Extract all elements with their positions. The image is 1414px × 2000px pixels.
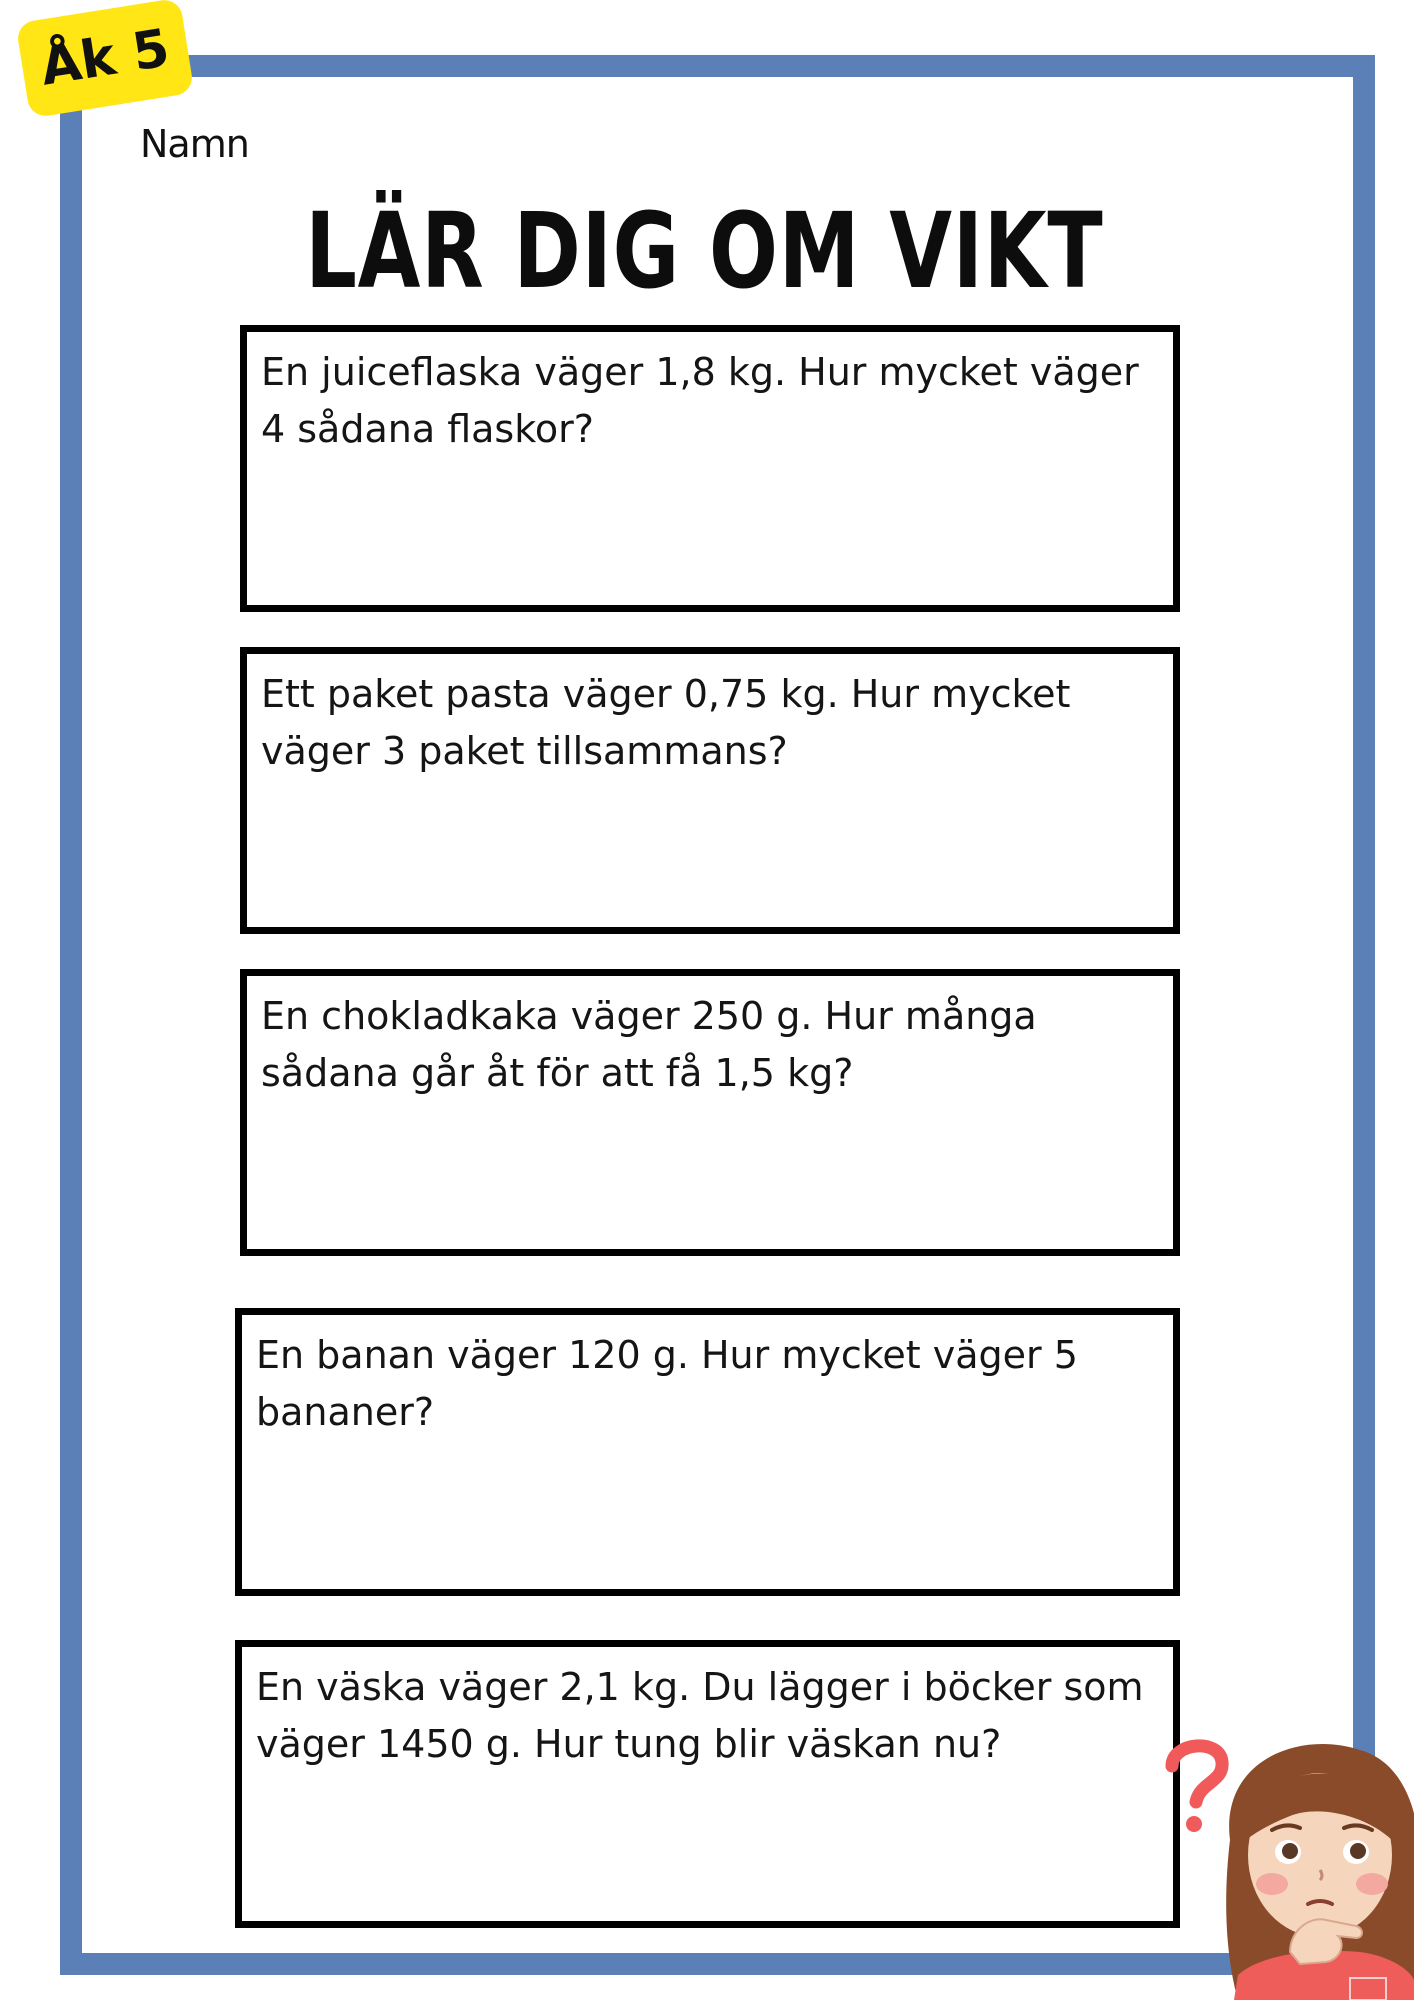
task-box-3[interactable] [240, 969, 1180, 1256]
name-label: Namn [140, 122, 249, 166]
task-text: En juiceflaska väger 1,8 kg. Hur mycket väger 4 sådana flaskor? [261, 350, 1139, 451]
question-mark-icon [1172, 1746, 1222, 1832]
task-box-5[interactable] [235, 1640, 1180, 1928]
thinking-girl-icon [1160, 1720, 1414, 2000]
task-text: Ett paket pasta väger 0,75 kg. Hur mycket väger 3 paket tillsammans? [261, 672, 1071, 773]
task-box-2[interactable] [240, 647, 1180, 934]
page-title: LÄR DIG OM VIKT [305, 190, 1104, 312]
task-text: En väska väger 2,1 kg. Du lägger i böcker som väger 1450 g. Hur tung blir väskan nu? [256, 1665, 1144, 1766]
grade-badge: Åk 5 [16, 0, 195, 118]
task-text: En chokladkaka väger 250 g. Hur många sådana går åt för att få 1,5 kg? [261, 994, 1037, 1095]
task-box-4[interactable] [235, 1308, 1180, 1596]
task-box-1[interactable] [240, 325, 1180, 612]
task-text: En banan väger 120 g. Hur mycket väger 5 bananer? [256, 1333, 1078, 1434]
